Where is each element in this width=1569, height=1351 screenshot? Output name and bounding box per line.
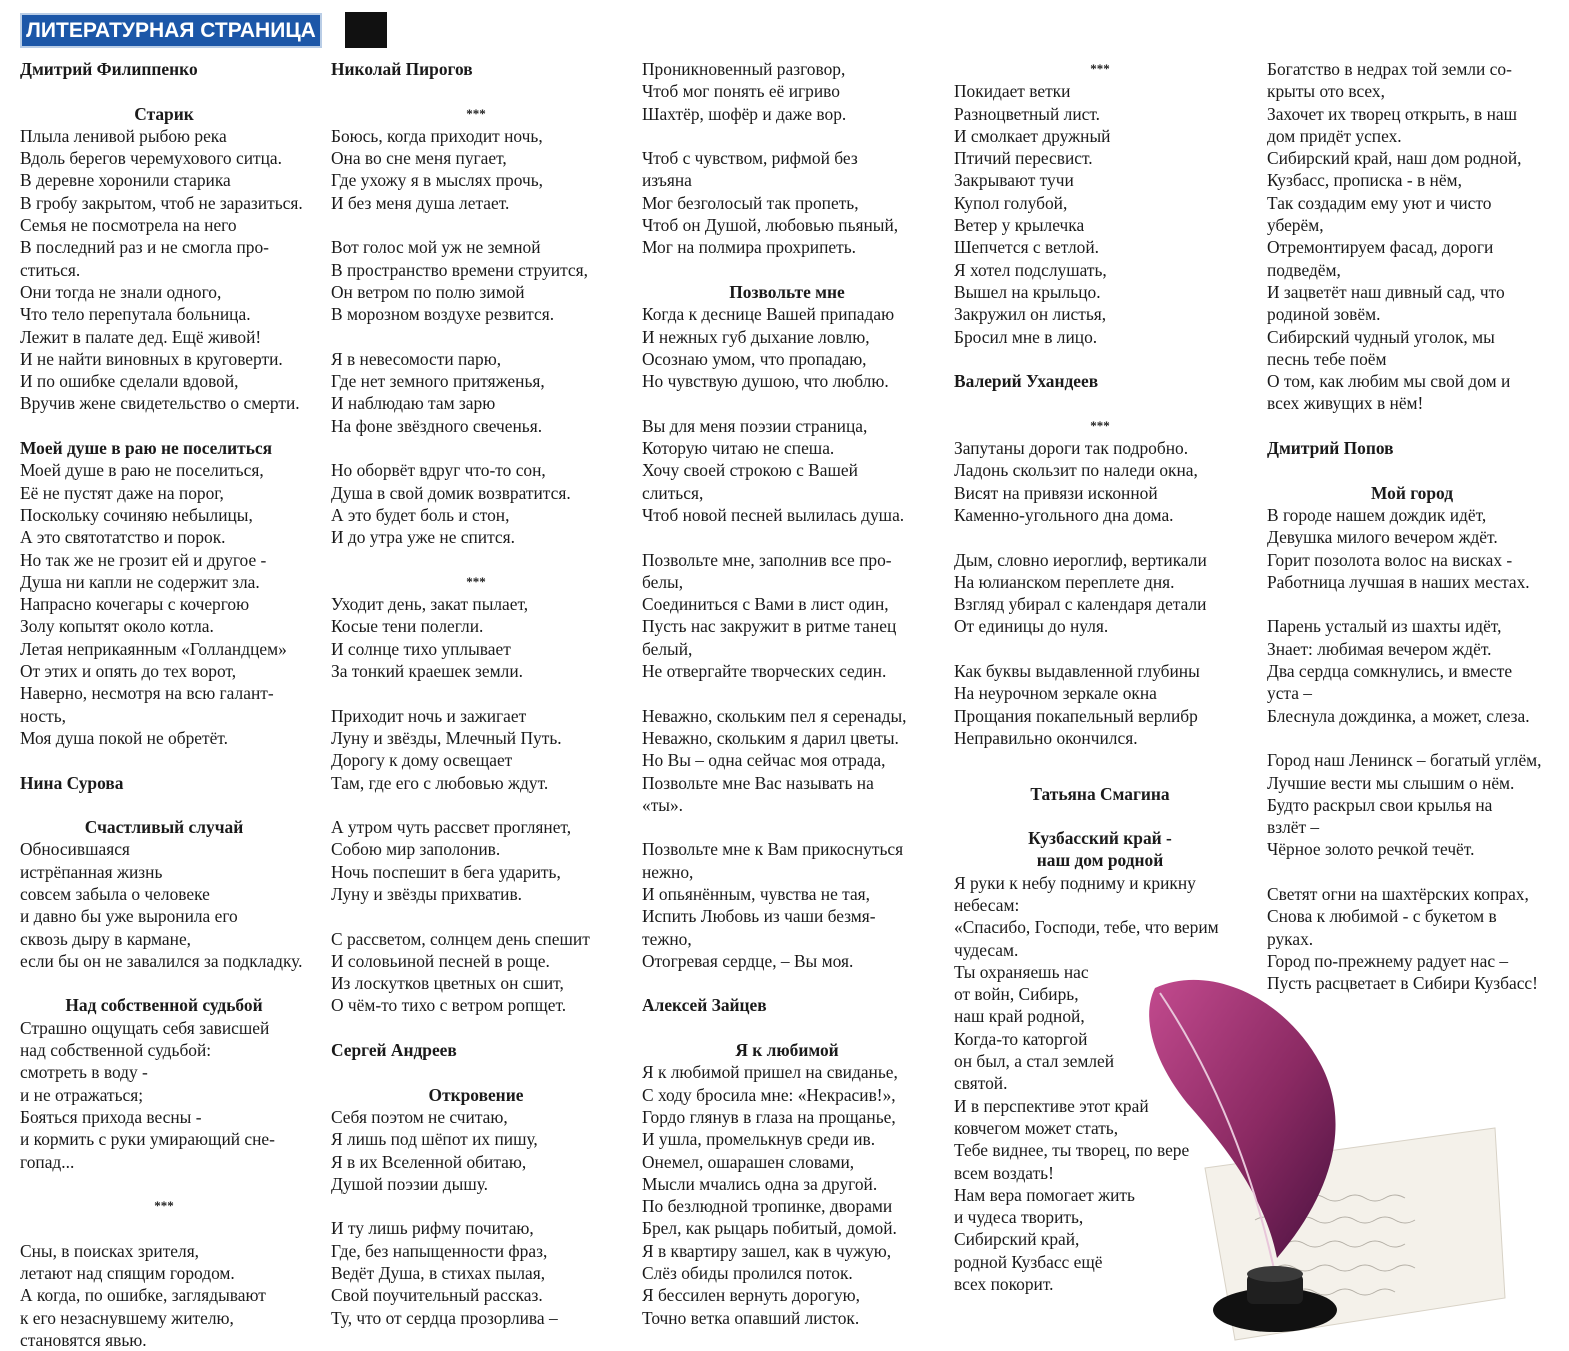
poem-title: Кузбасский край - <box>1028 828 1172 849</box>
verse-line: смотреть в воду - <box>20 1062 148 1083</box>
verse-line: ковчегом может стать, <box>954 1117 1119 1138</box>
verse-line: Луну и звёзды прихватив. <box>331 883 523 904</box>
verse-line: Птичий пересвист. <box>954 148 1093 169</box>
verse-line: О том, как любим мы свой дом и <box>1267 371 1511 392</box>
verse-line: От единицы до нуля. <box>954 616 1109 637</box>
verse-line: Бросил мне в лицо. <box>954 326 1098 347</box>
poem-title: Счастливый случай <box>84 817 244 838</box>
column-2 <box>331 58 621 1338</box>
verse-line: Чтоб мог понять её игриво <box>642 81 840 102</box>
verse-line: Я к любимой пришел на свиданье, <box>642 1062 898 1083</box>
verse-line: Тебе виднее, ты творец, по вере <box>954 1140 1190 1161</box>
verse-line: Но чувствую душою, что люблю. <box>642 371 889 392</box>
verse-line: Парень усталый из шахты идёт, <box>1267 616 1502 637</box>
verse-line: Чтоб с чувством, рифмой без <box>642 148 858 169</box>
verse-line: Город наш Ленинск – богатый углём, <box>1267 750 1542 771</box>
page-header <box>0 0 1569 58</box>
stanza <box>331 816 621 905</box>
verse-line: Точно ветка опавший листок. <box>642 1307 860 1328</box>
verse-line: В гробу закрытом, чтоб не заразиться. <box>20 192 303 213</box>
verse-line: Вот голос мой уж не земной <box>331 237 541 258</box>
stanza <box>1267 749 1557 860</box>
verse-line: нежно, <box>642 861 694 882</box>
verse-line: Неправильно окончился. <box>954 727 1138 748</box>
verse-line: подведём, <box>1267 259 1341 280</box>
verse-line: гопад... <box>20 1151 75 1172</box>
stanza <box>331 348 621 437</box>
verse-line: Город по-прежнему радует нас – <box>1267 950 1509 971</box>
verse-line: Каменно-угольного дна дома. <box>954 504 1174 525</box>
verse-line: Не отвергайте творческих седин. <box>642 661 887 682</box>
verse-line: Себя поэтом не считаю, <box>331 1106 508 1127</box>
verse-line: От этих и опять до тех ворот, <box>20 661 237 682</box>
verse-line: Там, где его с любовью ждут. <box>331 772 549 793</box>
verse-line: Слёз обиды пролился поток. <box>642 1263 853 1284</box>
verse-line: Проникновенный разговор, <box>642 59 846 79</box>
stanza <box>642 147 932 258</box>
verse-line: Блеснула дождинка, а может, слеза. <box>1267 705 1530 726</box>
author-name: Алексей Зайцев <box>642 995 767 1016</box>
stanza <box>20 838 308 972</box>
verse-line: Но оборвёт вдруг что-то сон, <box>331 460 546 481</box>
verse-line: С ходу бросила мне: «Некрасив!», <box>642 1084 896 1105</box>
poem-title: Откровение <box>428 1084 524 1105</box>
verse-line: Что тело перепутала больница. <box>20 304 251 325</box>
verse-line: С рассветом, солнцем день спешит <box>331 928 590 949</box>
verse-line: И зацветёт наш дивный сад, что <box>1267 281 1505 302</box>
verse-line: истрёпанная жизнь <box>20 861 163 882</box>
verse-line: Так создадим ему уют и чисто <box>1267 192 1492 213</box>
verse-line: Ту, что от сердца прозорлива – <box>331 1307 558 1328</box>
stanza <box>642 838 932 972</box>
verse-line: На неурочном зеркале окна <box>954 683 1157 704</box>
verse-line: И смолкает дружный <box>954 125 1111 146</box>
stanza <box>954 80 1246 348</box>
stars-separator: *** <box>154 1198 174 1214</box>
verse-line: святой. <box>954 1073 1008 1094</box>
verse-line: Гордо глянув в глаза на прощанье, <box>642 1106 896 1127</box>
verse-line: И по ошибке сделали вдовой, <box>20 371 239 392</box>
verse-line: Душа в свой домик возвратится. <box>331 482 571 503</box>
stanza <box>20 459 308 749</box>
verse-line: Плыла ленивой рыбою река <box>20 125 227 146</box>
poem-title: Над собственной судьбой <box>65 995 263 1016</box>
verse-line: Косые тени полегли. <box>331 616 484 637</box>
verse-line: Я бессилен вернуть дорогую, <box>642 1285 861 1306</box>
stanza <box>642 549 932 683</box>
verse-line: Ты охраняешь нас <box>954 961 1089 982</box>
verse-line: Дым, словно иероглиф, вертикали <box>954 549 1207 570</box>
verse-line: Соединиться с Вами в лист один, <box>642 594 889 615</box>
verse-line: Мог безголосый так пропеть, <box>642 192 859 213</box>
verse-line: к его незаснувшему жителю, <box>20 1307 234 1328</box>
section-title-banner: ЛИТЕРАТУРНАЯ СТРАНИЦА <box>20 13 322 48</box>
verse-line: Семья не посмотрела на него <box>20 215 237 236</box>
stanza <box>1267 504 1557 593</box>
verse-line: Но так же не грозит ей и другое - <box>20 549 267 570</box>
verse-line: ститься. <box>20 259 81 280</box>
stanza <box>20 125 308 415</box>
verse-line: Которую читаю не спеша. <box>642 438 835 459</box>
verse-line: Душа ни капли не содержит зла. <box>20 571 260 592</box>
verse-line: Шахтёр, шофёр и даже вор. <box>642 103 847 124</box>
stanza <box>642 58 932 125</box>
verse-line: Боюсь, когда приходит ночь, <box>331 125 543 146</box>
verse-line: А это святотатство и порок. <box>20 527 226 548</box>
stanza <box>20 1017 308 1173</box>
verse-line: Как буквы выдавленной глубины <box>954 661 1200 682</box>
verse-line: родной Кузбасс ещё <box>954 1251 1103 1272</box>
verse-line: Наверно, несмотря на всю галант- <box>20 683 274 704</box>
author-name: Татьяна Смагина <box>1030 783 1170 804</box>
verse-line: А это будет боль и стон, <box>331 504 510 525</box>
verse-line: Будто раскрыл свои крылья на <box>1267 794 1493 815</box>
verse-line: И без меня душа летает. <box>331 192 510 213</box>
verse-line: Светят огни на шахтёрских копрах, <box>1267 883 1529 904</box>
verse-line: летают над спящим городом. <box>20 1263 235 1284</box>
verse-line: Когда к деснице Вашей припадаю <box>642 304 895 325</box>
verse-line: Мог на полмира прохрипеть. <box>642 237 856 258</box>
stanza <box>20 1240 308 1351</box>
stanza <box>331 593 621 682</box>
verse-line: чудесам. <box>954 939 1019 960</box>
stanza <box>954 872 1246 961</box>
verse-line: Неважно, скольким я дарил цветы. <box>642 727 899 748</box>
verse-line: Золу копытят около котла. <box>20 616 214 637</box>
verse-line: Богатство в недрах той земли со- <box>1267 59 1512 79</box>
verse-line: ность, <box>20 705 67 726</box>
verse-line: И нежных губ дыхание ловлю, <box>642 326 870 347</box>
poem-title: Я к любимой <box>735 1040 839 1061</box>
verse-line: Я хотел подслушать, <box>954 259 1107 280</box>
stanza <box>331 1217 621 1328</box>
verse-line: И в перспективе этот край <box>954 1095 1149 1116</box>
verse-line: от войн, Сибирь, <box>954 984 1079 1005</box>
verse-line: Висят на привязи исконной <box>954 482 1158 503</box>
verse-line: уста – <box>1267 683 1312 704</box>
verse-line: над собственной судьбой: <box>20 1040 212 1061</box>
stanza <box>331 928 621 1017</box>
verse-line: наш край родной, <box>954 1006 1085 1027</box>
verse-line: И до утра уже не спится. <box>331 527 515 548</box>
verse-line: изъяна <box>642 170 692 191</box>
verse-line: небесам: <box>954 894 1020 915</box>
verse-line: На юлианском переплете дня. <box>954 571 1175 592</box>
verse-line: руках. <box>1267 928 1314 949</box>
verse-line: Вы для меня поэзии страница, <box>642 415 868 436</box>
stanza <box>642 415 932 526</box>
verse-line: А утром чуть рассвет проглянет, <box>331 817 572 838</box>
verse-line: и не отражаться; <box>20 1084 144 1105</box>
verse-line: За тонкий краешек земли. <box>331 661 523 682</box>
verse-line: и кормить с руки умирающий сне- <box>20 1129 275 1150</box>
verse-line: белый, <box>642 638 693 659</box>
verse-line: Когда-то каторгой <box>954 1028 1088 1049</box>
verse-line: Нам вера помогает жить <box>954 1184 1135 1205</box>
verse-line: Закрывают тучи <box>954 170 1074 191</box>
verse-line: Ветер у крылечка <box>954 215 1085 236</box>
verse-line: если бы он не завалился за подкладку. <box>20 950 303 971</box>
verse-line: Бояться прихода весны - <box>20 1106 202 1127</box>
verse-line: Мысли мчались одна за другой. <box>642 1173 878 1194</box>
stanza <box>331 125 621 214</box>
verse-line: Позвольте мне Вас называть на <box>642 772 874 793</box>
verse-line: Взгляд убирал с календаря детали <box>954 594 1207 615</box>
verse-line: Пусть расцветает в Сибири Кузбасс! <box>1267 973 1538 994</box>
verse-line: Ночь поспешит в бега ударить, <box>331 861 561 882</box>
verse-line: Ведёт Душа, в стихах пылая, <box>331 1263 546 1284</box>
verse-line: Отремонтируем фасад, дороги <box>1267 237 1494 258</box>
verse-line: Чтоб он Душой, любовью пьяный, <box>642 215 899 236</box>
verse-line: Её не пустят даже на порог, <box>20 482 224 503</box>
verse-line: Они тогда не знали одного, <box>20 281 222 302</box>
stars-separator: *** <box>1090 61 1110 76</box>
verse-line: Напрасно кочегары с кочергою <box>20 594 250 615</box>
verse-line: Я в квартиру зашел, как в чужую, <box>642 1240 892 1261</box>
verse-line: Летая неприкаянным «Голландцем» <box>20 638 287 659</box>
verse-line: Покидает ветки <box>954 81 1071 102</box>
stars-separator: *** <box>466 105 486 121</box>
stanza <box>331 459 621 548</box>
stanza <box>642 1061 932 1329</box>
author-name: Дмитрий Филиппенко <box>20 59 198 79</box>
verse-line: Где нет земного притяженья, <box>331 371 545 392</box>
verse-line: Брел, как рыцарь побитый, домой. <box>642 1218 897 1239</box>
stanza <box>642 303 932 392</box>
author-name: Николай Пирогов <box>331 59 473 79</box>
verse-line: Свой поучительный рассказ. <box>331 1285 543 1306</box>
verse-line: Вручив жене свидетельство о смерти. <box>20 393 300 414</box>
verse-line: «ты». <box>642 794 684 815</box>
verse-line: Пусть нас закружит в ритме танец <box>642 616 897 637</box>
verse-line: Она во сне меня пугает, <box>331 148 507 169</box>
verse-line: и чудеса творить, <box>954 1207 1084 1228</box>
verse-line: Вышел на крыльцо. <box>954 281 1101 302</box>
stanza <box>954 437 1246 526</box>
poem-title: Моей душе в раю не поселиться <box>20 438 273 459</box>
verse-line: Закружил он листья, <box>954 304 1107 325</box>
verse-line: Где ухожу я в мыслях прочь, <box>331 170 544 191</box>
verse-line: И ушла, промелькнув среди ив. <box>642 1129 876 1150</box>
verse-line: Кузбасс, прописка - в нём, <box>1267 170 1462 191</box>
verse-line: Луну и звёзды, Млечный Путь. <box>331 727 562 748</box>
verse-line: всех живущих в нём! <box>1267 393 1424 414</box>
stanza <box>331 236 621 325</box>
verse-line: тежно, <box>642 928 692 949</box>
verse-line: Душой поэзии дышу. <box>331 1173 489 1194</box>
verse-line: Обносившаяся <box>20 839 130 860</box>
verse-line: Снова к любимой - с букетом в <box>1267 906 1497 927</box>
verse-line: родиной зовём. <box>1267 304 1381 325</box>
poem-title: наш дом родной <box>1036 850 1164 871</box>
verse-line: Где, без напыщенности фраз, <box>331 1240 548 1261</box>
verse-line: Сибирский край, <box>954 1229 1080 1250</box>
verse-line: сквозь дыру в кармане, <box>20 928 192 949</box>
verse-line: И опьянённым, чувства не тая, <box>642 883 871 904</box>
verse-line: Испить Любовь из чаши безмя- <box>642 906 876 927</box>
author-name: Дмитрий Попов <box>1267 438 1394 459</box>
verse-line: Неважно, скольким пел я серенады, <box>642 705 907 726</box>
verse-line: Чтоб новой песней вылилась душа. <box>642 504 905 525</box>
quill-feather-icon <box>1115 968 1505 1340</box>
verse-line: Позвольте мне к Вам прикоснуться <box>642 839 904 860</box>
verse-line: Я лишь под шёпот их пишу, <box>331 1129 538 1150</box>
stanza <box>642 705 932 816</box>
stanza <box>954 660 1246 749</box>
verse-line: песнь тебе поём <box>1267 348 1387 369</box>
verse-line: Вдоль берегов черемухового ситца. <box>20 148 282 169</box>
verse-line: Хочу своей строкою с Вашей <box>642 460 858 481</box>
verse-line: белы, <box>642 571 684 592</box>
verse-line: слиться, <box>642 482 704 503</box>
poem-title: Мой город <box>1370 482 1454 503</box>
column-3 <box>642 58 932 1338</box>
author-name: Валерий Ухандеев <box>954 371 1099 392</box>
verse-line: Осознаю умом, что пропадаю, <box>642 348 867 369</box>
verse-line: крыты ото всех, <box>1267 81 1385 102</box>
verse-line: Шепчется с ветлой. <box>954 237 1100 258</box>
verse-line: Захочет их творец открыть, в наш <box>1267 103 1518 124</box>
verse-line: всем воздать! <box>954 1162 1054 1183</box>
verse-line: он был, а стал землей <box>954 1051 1115 1072</box>
author-name: Сергей Андреев <box>331 1040 457 1061</box>
verse-line: совсем забыла о человеке <box>20 883 210 904</box>
verse-line: Онемел, ошарашен словами, <box>642 1151 855 1172</box>
verse-line: Из лоскутков цветных он сшит, <box>331 973 564 994</box>
stars-separator: *** <box>1090 417 1110 433</box>
verse-line: И ту лишь рифму почитаю, <box>331 1218 534 1239</box>
verse-line: Знает: любимая вечером ждёт. <box>1267 638 1492 659</box>
verse-line: Дорогу к дому освещает <box>331 750 513 771</box>
verse-line: всех покорит. <box>954 1274 1054 1295</box>
stanza <box>1267 58 1557 415</box>
verse-line: Разноцветный лист. <box>954 103 1100 124</box>
verse-line: Горит позолота волос на висках - <box>1267 549 1513 570</box>
verse-line: В последний раз и не смогла про- <box>20 237 269 258</box>
verse-line: Собою мир заполонив. <box>331 839 501 860</box>
verse-line: Я в их Вселенной обитаю, <box>331 1151 527 1172</box>
header-black-block <box>345 12 387 48</box>
verse-line: И не найти виновных в круговерти. <box>20 348 283 369</box>
verse-line: Он ветром по полю зимой <box>331 281 525 302</box>
verse-line: И соловьиной песней в роще. <box>331 950 550 971</box>
stanza <box>954 549 1246 638</box>
verse-line: Прощания покапельный верлибр <box>954 705 1198 726</box>
verse-line: Лежит в палате дед. Ещё живой! <box>20 326 262 347</box>
verse-line: В пространство времени струится, <box>331 259 588 280</box>
verse-line: Позвольте мне, заполнив все про- <box>642 549 892 570</box>
verse-line: Поскольку сочиняю небылицы, <box>20 504 253 525</box>
verse-line: Работница лучшая в наших местах. <box>1267 571 1530 592</box>
verse-line: По безлюдной тропинке, дворами <box>642 1196 893 1217</box>
verse-line: «Спасибо, Господи, тебе, что верим <box>954 917 1219 938</box>
verse-line: И наблюдаю там зарю <box>331 393 496 414</box>
column-1 <box>20 58 308 1350</box>
stanza <box>1267 615 1557 726</box>
stanza <box>331 705 621 794</box>
verse-line: В городе нашем дождик идёт, <box>1267 504 1487 525</box>
verse-line: и давно бы уже выронила его <box>20 906 238 927</box>
verse-line: Купол голубой, <box>954 192 1068 213</box>
verse-line: На фоне звёздного свеченья. <box>331 415 543 436</box>
verse-line: Чёрное золото речкой течёт. <box>1267 839 1475 860</box>
verse-line: Два сердца сомкнулись, и вместе <box>1267 661 1513 682</box>
verse-line: становятся явью. <box>20 1329 147 1350</box>
verse-line: дом придёт успех. <box>1267 125 1402 146</box>
verse-line: И солнце тихо уплывает <box>331 638 511 659</box>
verse-line: уберём, <box>1267 215 1324 236</box>
verse-line: Но Вы – одна сейчас моя отрада, <box>642 750 886 771</box>
verse-line: Я руки к небу подниму и крикну <box>954 872 1196 893</box>
verse-line: Отогревая сердце, – Вы моя. <box>642 950 854 971</box>
verse-line: Приходит ночь и зажигает <box>331 705 527 726</box>
verse-line: Лучшие вести мы слышим о нём. <box>1267 772 1515 793</box>
verse-line: О чём-то тихо с ветром ропщет. <box>331 995 567 1016</box>
verse-line: Сны, в поисках зрителя, <box>20 1240 200 1261</box>
verse-line: Страшно ощущать себя зависшей <box>20 1017 270 1038</box>
verse-line: Ладонь скользит по наледи окна, <box>954 460 1198 481</box>
verse-line: Сибирский край, наш дом родной, <box>1267 148 1522 169</box>
verse-line: Запутаны дороги так подробно. <box>954 438 1189 459</box>
verse-line: Уходит день, закат пылает, <box>331 594 529 615</box>
verse-line: В морозном воздухе резвится. <box>331 304 555 325</box>
author-name: Нина Сурова <box>20 772 124 793</box>
stanza <box>331 1106 621 1195</box>
verse-line: Моей душе в раю не поселиться, <box>20 460 264 481</box>
verse-line: Я в невесомости парю, <box>331 348 502 369</box>
poem-title: Позвольте мне <box>729 281 845 302</box>
poem-title: Старик <box>134 103 194 124</box>
stars-separator: *** <box>466 573 486 589</box>
verse-line: В деревне хоронили старика <box>20 170 231 191</box>
verse-line: Моя душа покой не обретёт. <box>20 727 228 748</box>
verse-line: А когда, по ошибке, заглядывают <box>20 1285 266 1306</box>
verse-line: взлёт – <box>1267 817 1320 838</box>
verse-line: Сибирский чудный уголок, мы <box>1267 326 1495 347</box>
verse-line: Девушка милого вечером ждёт. <box>1267 527 1498 548</box>
